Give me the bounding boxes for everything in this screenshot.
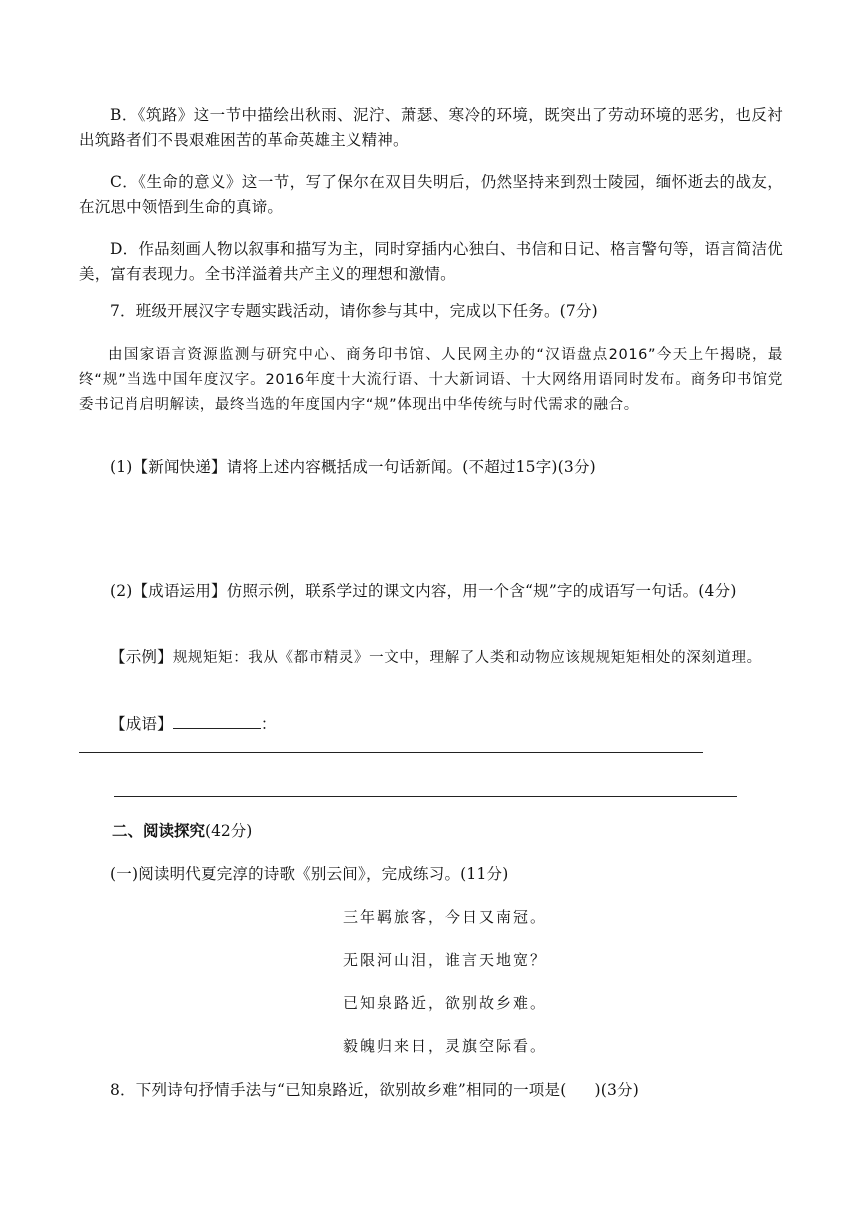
section-2-title-text: 二、阅读探究 [112, 821, 206, 840]
question-8-stem-after: )(3分) [594, 1081, 639, 1099]
option-d: D．作品刻画人物以叙事和描写为主，同时穿插内心独白、书信和日记、格言警句等，语言简洁优美，富有表现力。全书洋溢着共产主义的理想和激情。 [79, 240, 783, 283]
option-c: C．《生命的意义》这一节，写了保尔在双目失明后，仍然坚持来到烈士陵园，缅怀逝去的战友，在沉思中领悟到生命的真谛。 [79, 173, 783, 216]
question-7-sub2: (2)【成语运用】仿照示例，联系学过的课文内容，用一个含“规”字的成语写一句话。(4分) [110, 582, 737, 600]
question-7-example [79, 645, 783, 671]
example-text: 规规矩矩：我从《都市精灵》一文中，理解了人类和动物应该规规矩矩相处的深刻道理。 [172, 650, 762, 666]
poem-line-2: 无限河山泪，谁言天地宽？ [343, 951, 548, 969]
reading-part-1-intro: (一)阅读明代夏完淳的诗歌《别云间》，完成练习。(11分) [110, 865, 509, 883]
idiom-answer-row [79, 712, 783, 737]
idiom-colon: ： [260, 715, 277, 733]
answer-line-2[interactable] [114, 796, 737, 797]
question-8-stem [79, 1078, 783, 1103]
option-b: B．《筑路》这一节中描绘出秋雨、泥泞、萧瑟、寒冷的环境，既突出了劳动环境的恶劣，也反衬出筑路者们不畏艰难困苦的革命英雄主义精神。 [79, 106, 783, 149]
section-2-title [112, 818, 252, 844]
poem-line-4: 毅魄归来日，灵旗空际看。 [343, 1037, 548, 1055]
question-8-stem-before: 8．下列诗句抒情手法与“已知泉路近，欲别故乡难”相同的一项是( [110, 1081, 567, 1099]
idiom-blank[interactable] [173, 712, 261, 729]
poem-line-3: 已知泉路近，欲别故乡难。 [343, 994, 548, 1012]
example-tag: 【示例】 [110, 648, 173, 666]
question-7-sub1: (1)【新闻快递】请将上述内容概括成一句话新闻。(不超过15字)(3分) [110, 458, 596, 476]
answer-line-1[interactable] [79, 752, 703, 753]
idiom-tag: 【成语】 [110, 715, 173, 733]
question-7-stem: 7．班级开展汉字专题实践活动，请你参与其中，完成以下任务。(7分) [110, 302, 598, 320]
question-7-material: 由国家语言资源监测与研究中心、商务印书馆、人民网主办的“汉语盘点2016”今天上午揭晓，最终“规”当选中国年度汉字。2016年度十大流行语、十大新词语、十大网络用语同时发布。商务印书馆党委书记肖启明解读，最终当选的年度国内字“规”体现出中华传统与时代需求的融合。 [79, 347, 783, 413]
poem-line-1: 三年羁旅客，今日又南冠。 [343, 908, 548, 926]
section-2-score: (42分) [205, 822, 253, 840]
